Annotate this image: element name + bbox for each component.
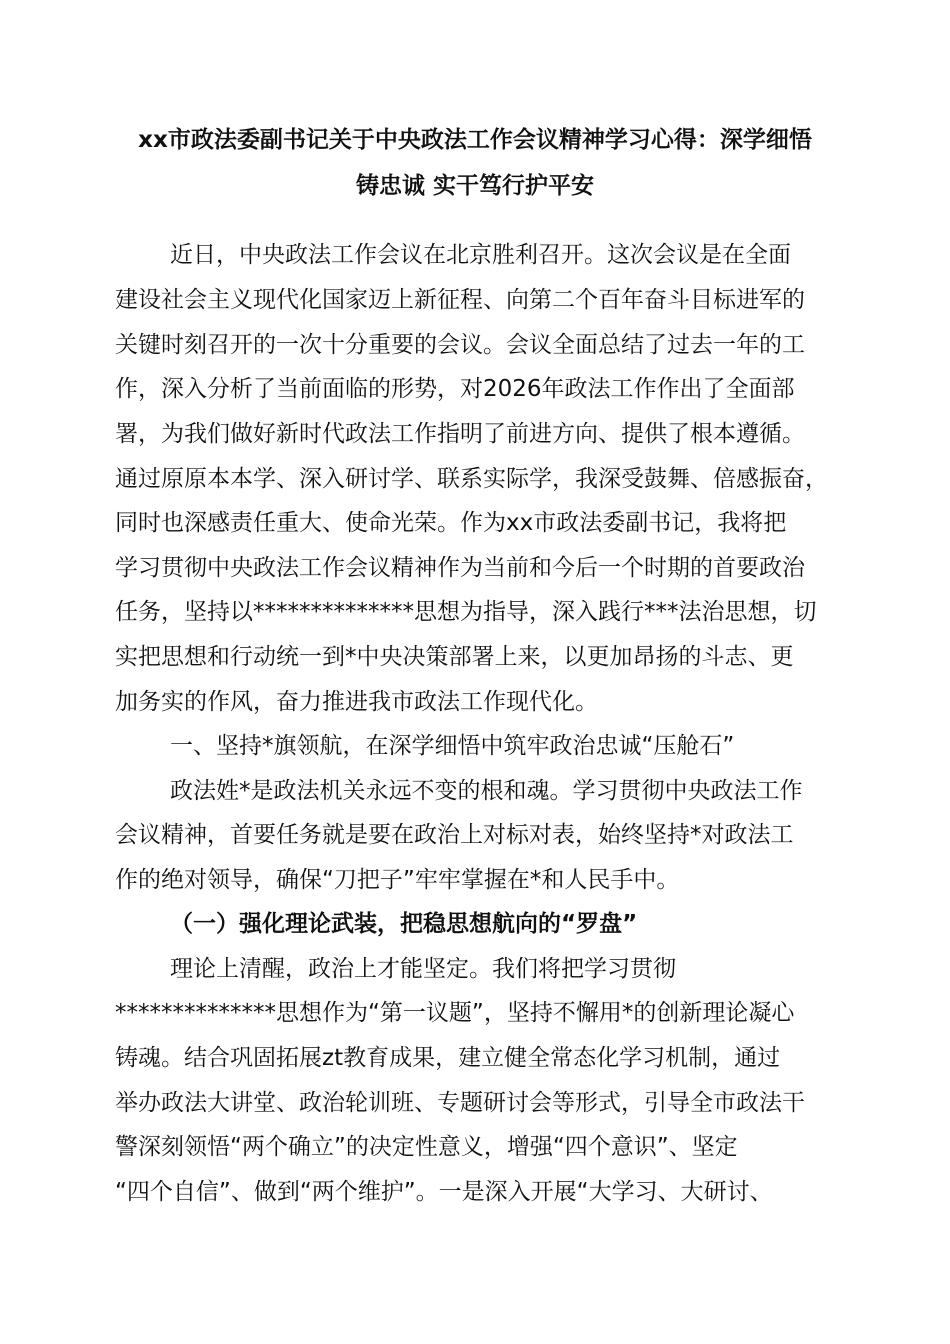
title-line-1: xx市政法委副书记关于中央政法工作会议精神学习心得：深学细悟 (138, 127, 812, 153)
paragraph-line: 政法姓*是政法机关永远不变的根和魂。学习贯彻中央政法工作 (170, 778, 803, 804)
paragraph-line: 作，深入分析了当前面临的形势，对2026年政法工作作出了全面部 (115, 376, 795, 402)
paragraph-line: 通过原原本本学、深入研讨学、联系实际学，我深受鼓舞、倍感振奋， (115, 466, 828, 492)
paragraph-line: 同时也深感责任重大、使命光荣。作为xx市政法委副书记，我将把 (115, 510, 787, 536)
paragraph-line: 会议精神，首要任务就是要在政治上对标对表，始终坚持*对政法工 (115, 822, 794, 848)
paragraph-line: 近日，中央政法工作会议在北京胜利召开。这次会议是在全面 (170, 242, 791, 268)
subsection-heading: （一）强化理论武装，把稳思想航向的“罗盘” (170, 911, 638, 937)
paragraph-line: 学习贯彻中央政法工作会议精神作为当前和今后一个时期的首要政治 (115, 555, 805, 581)
paragraph-line: 建设社会主义现代化国家迈上新征程、向第二个百年奋斗目标进军的 (115, 287, 805, 313)
paragraph-line: 警深刻领悟“两个确立”的决定性意义，增强“四个意识”、坚定 (115, 1134, 738, 1160)
paragraph-line: **************思想作为“第一议题”，坚持不懈用*的创新理论凝心 (115, 1000, 795, 1026)
paragraph-line: 关键时刻召开的一次十分重要的会议。会议全面总结了过去一年的工 (115, 332, 805, 358)
document-title (80, 117, 870, 209)
paragraph-line: 作的绝对领导，确保“刀把子”牢牢掌握在*和人民手中。 (115, 867, 680, 893)
paragraph-line: 署，为我们做好新时代政法工作指明了前进方向、提供了根本遵循。 (115, 421, 805, 447)
paragraph-line: 任务，坚持以**************思想为指导，深入践行***法治思想，切 (115, 599, 817, 625)
paragraph-line: 铸魂。结合巩固拓展zt教育成果，建立健全常态化学习机制，通过 (115, 1045, 781, 1071)
paragraph-line: 加务实的作风，奋力推进我市政法工作现代化。 (115, 689, 598, 715)
section-heading: 一、坚持*旗领航，在深学细悟中筑牢政治忠诚“压舱石” (170, 733, 735, 759)
paragraph-line: 举办政法大讲堂、政治轮训班、专题研讨会等形式，引导全市政法干 (115, 1090, 805, 1116)
paragraph-line: 实把思想和行动统一到*中央决策部署上来，以更加昂扬的斗志、更 (115, 644, 794, 670)
paragraph-line: “四个自信”、做到“两个维护”。一是深入开展“大学习、大研讨、 (115, 1179, 773, 1205)
title-line-2: 铸忠诚 实干笃行护平安 (355, 173, 594, 199)
paragraph-line: 理论上清醒，政治上才能坚定。我们将把学习贯彻 (170, 956, 676, 982)
